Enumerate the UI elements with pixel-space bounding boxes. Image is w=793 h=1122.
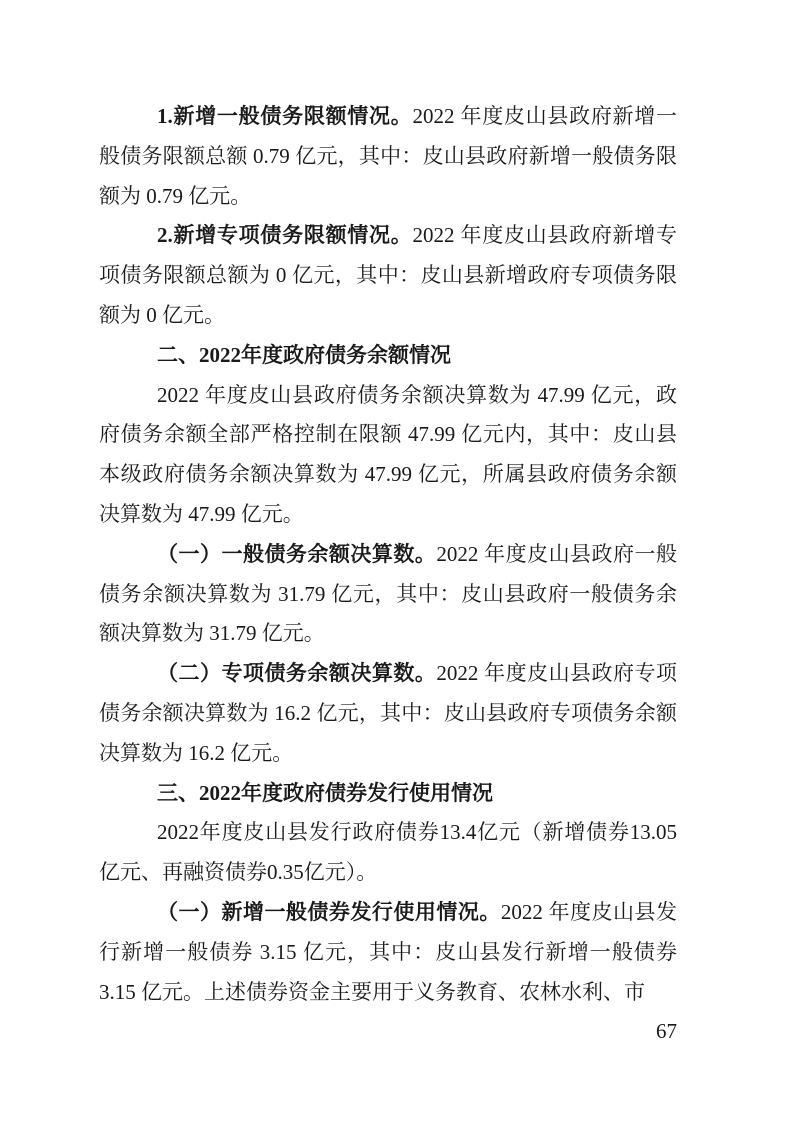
paragraph-lead: （二）专项债务余额决算数。: [157, 661, 437, 686]
paragraph-lead: 1.新增一般债务限额情况。: [157, 104, 413, 128]
paragraph-text: 2022 年度皮山县政府新增一般债务限额总额 0.79 亿元，其中：皮山县政府新增一般债务限额为 0.79 亿元。: [99, 104, 678, 208]
section-heading-text: 三、2022年度政府债券发行使用情况: [157, 780, 493, 805]
paragraph-lead: （一）一般债务余额决算数。: [157, 541, 437, 566]
page-number: 67: [656, 1019, 677, 1043]
heading-bond-issuance-section: [99, 774, 677, 814]
paragraph-lead: （一）新增一般债券发行使用情况。: [157, 899, 501, 924]
document-body: [99, 97, 677, 1012]
paragraph-new-general-bond-usage: [99, 893, 677, 1012]
paragraph-general-debt-balance: [99, 535, 677, 654]
section-heading-text: 二、2022年度政府债务余额情况: [157, 342, 451, 367]
paragraph-bond-issuance-overview: [99, 813, 677, 893]
paragraph-special-debt-balance: [99, 654, 677, 773]
paragraph-text: 2022 年度皮山县政府专项债务余额决算数为 16.2 亿元，其中：皮山县政府专项债务余额决算数为 16.2 亿元。: [99, 661, 678, 765]
heading-debt-balance-section: [99, 336, 677, 376]
paragraph-text: 2022 年度皮山县发行新增一般债券 3.15 亿元，其中：皮山县发行新增一般债券 3.15 亿元。上述债券资金主要用于义务教育、农林水利、市: [99, 899, 678, 1004]
paragraph-lead: 2.新增专项债务限额情况。: [157, 223, 413, 248]
paragraph-debt-balance-overview: [99, 376, 677, 535]
paragraph-text: 2022 年度皮山县政府新增专项债务限额总额为 0 亿元，其中：皮山县新增政府专项债务限额为 0 亿元。: [99, 223, 678, 327]
paragraph-text: 2022年度皮山县发行政府债券13.4亿元（新增债券13.05亿元、再融资债券0.35亿元）。: [99, 820, 677, 885]
paragraph-new-general-debt-limit: [99, 97, 677, 216]
paragraph-text: 2022 年度皮山县政府债务余额决算数为 47.99 亿元，政府债务余额全部严格控制在限额 47.99 亿元内，其中：皮山县本级政府债务余额决算数为 47.99 亿元，所属县政府债务余额决算数为 47.99 亿元。: [99, 382, 677, 526]
paragraph-new-special-debt-limit: [99, 216, 677, 335]
paragraph-text: 2022 年度皮山县政府一般债务余额决算数为 31.79 亿元，其中：皮山县政府一般债务余额决算数为 31.79 亿元。: [99, 541, 678, 646]
